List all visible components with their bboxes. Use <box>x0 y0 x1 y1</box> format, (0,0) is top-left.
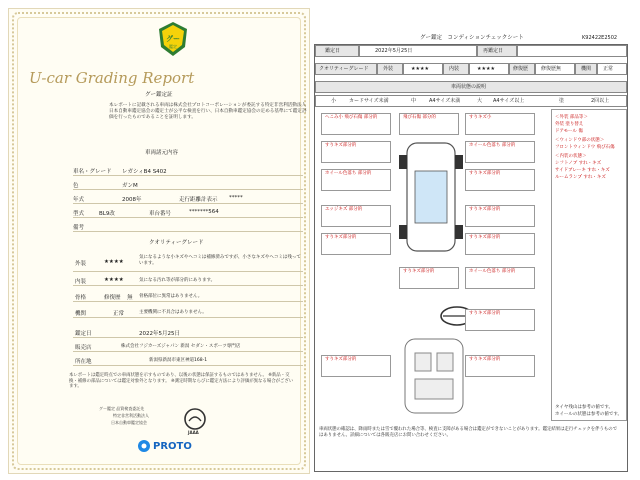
value-year: 2008年 <box>122 197 142 203</box>
damage-label-1: へこみ小 飛び石傷 部分的 <box>325 115 378 120</box>
label-color: 色 <box>73 183 79 189</box>
size-a4-less: A4サイズ未満 <box>429 98 461 104</box>
row-color <box>73 177 303 190</box>
sheet-title: グー鑑定 コンディションチェックシート <box>420 35 524 41</box>
label-exterior: 外装 <box>75 261 87 267</box>
desc-frame: 骨格部位に異常はありません。 <box>139 294 203 299</box>
car-interior-diagram <box>401 335 467 417</box>
label-r-repair: 修復歴 <box>513 66 529 72</box>
note-3: ドアモール 傷 <box>555 129 583 134</box>
value-r-repair: 修復歴無 <box>541 66 562 72</box>
damage-label-6: ホイール色落ち 部分的 <box>325 171 372 176</box>
damage-label-7: すりキズ部分的 <box>469 171 501 176</box>
label-address: 所在地 <box>75 359 92 365</box>
size-paint-desc: 2回以上 <box>591 98 610 104</box>
footer-note: 本レポートは鑑定時点での車両状態を示すものであり、以後の状態は保証するものではありません。 ※新品・交換・補修の部品については鑑定対象外となります。 ※測定時期ならびに鑑定方法により評価が異なる場合がございます。 <box>69 373 294 390</box>
value-model: BL9改 <box>99 211 115 217</box>
damage-label-9: すりキズ部分的 <box>469 207 501 212</box>
stars-exterior: ★★★★ <box>104 259 124 265</box>
proto-logo-icon <box>137 439 151 453</box>
org-line-3: 日本自動車鑑定協会 <box>111 420 147 425</box>
label-r-interior: 内装 <box>449 66 460 72</box>
org-line-1: グー鑑定 品質検査委託先 <box>99 406 145 411</box>
damage-label-15: すりキズ部分的 <box>325 357 357 362</box>
note-11: ホイールの状態は参考の値です。 <box>555 412 623 417</box>
damage-label-12: すりキズ部分的 <box>403 269 435 274</box>
label-notes: 備考 <box>73 225 85 231</box>
value-mileage: ***** <box>229 195 243 201</box>
status-engine: 正常 <box>113 311 125 317</box>
stars-interior: ★★★★ <box>104 277 124 283</box>
doc-number: K92422E2502 <box>582 35 618 41</box>
stars-r-interior: ★★★★ <box>477 66 495 72</box>
repair-history-frame: 修復歴 <box>104 295 121 301</box>
svg-text:グー: グー <box>166 35 180 43</box>
note-7: シフトノブ すれ・キズ <box>555 161 602 166</box>
desc-engine: 主要機関に不具合はありません。 <box>139 310 207 315</box>
size-small: 小 <box>331 98 337 104</box>
label-year: 年式 <box>73 197 85 203</box>
value-r-engine: 正常 <box>603 66 614 72</box>
desc-interior: 気になる汚れ等が部分的にあります。 <box>139 278 216 283</box>
damage-label-10: すりキズ部分的 <box>325 235 357 240</box>
damage-label-11: すりキズ部分的 <box>469 235 501 240</box>
damage-label-14: すりキズ部分的 <box>469 311 501 316</box>
org-line-2: 特定非営利活動法人 <box>113 413 149 418</box>
label-reinspect-date: 再鑑定日 <box>483 48 504 54</box>
size-medium: 中 <box>411 98 417 104</box>
value-address: 新潟県新潟市東区神道168-1 <box>149 358 208 363</box>
badge-text: 鑑定 <box>169 44 177 49</box>
label-shop: 販売店 <box>75 345 92 351</box>
title-en: U-car Grading Report <box>29 69 195 87</box>
row-notes <box>73 219 303 232</box>
section-quality: クオリティーグレード <box>149 240 204 246</box>
bottom-note: 車両状態の確認は、降雨時または雪で覆われた場合等、検査に支障がある場合は鑑定ができないことがあります。鑑定結果は走行チェックを伴うものではありません。詳細については各販売店にお問い合わせください。 <box>319 427 618 438</box>
section-vehicle-state: 車両状態の説明 <box>451 84 487 90</box>
condition-check-sheet <box>314 44 628 472</box>
damage-label-13: ホイール色落ち 部分的 <box>469 269 516 274</box>
damage-label-3: すりキズ小 <box>469 115 492 120</box>
note-8: サイドブレーキ すれ・キズ <box>555 168 610 173</box>
damage-label-16: すりキズ部分的 <box>469 357 501 362</box>
label-model: 型式 <box>73 211 85 217</box>
damage-label-8: エッジキズ 部分的 <box>325 207 363 212</box>
grading-certificate <box>8 8 310 474</box>
row-date <box>73 325 303 338</box>
jaaa-text: JAAA <box>188 430 199 435</box>
label-r-exterior: 外装 <box>383 66 394 72</box>
value-shop: 株式会社フジカーズジャパン 新潟 セダン・スポーツ専門店 <box>121 344 241 349</box>
label-mileage: 走行距離計表示 <box>179 197 218 203</box>
section-vehicle: 車両諸元内容 <box>145 150 179 156</box>
label-chassis: 車台番号 <box>149 211 172 217</box>
note-4: ＜ウィンドウ部の状態＞ <box>555 138 605 143</box>
size-large: 大 <box>477 98 483 104</box>
note-9: ルームランプ すれ・キズ <box>555 175 606 180</box>
desc-exterior: 気になるような小キズやヘコミは補修済みですが、小さなキズやヘコミは残っています。 <box>139 255 301 266</box>
damage-label-4: すりキズ部分的 <box>325 143 357 148</box>
label-name: 車名・グレード <box>73 169 112 175</box>
label-r-engine: 機関 <box>581 66 592 72</box>
size-a4-more: A4サイズ以上 <box>493 98 525 104</box>
label-engine: 機関 <box>75 311 87 317</box>
label-quality-grade: クオリティーグレード <box>319 66 369 72</box>
size-card: カードサイズ未満 <box>349 98 389 104</box>
damage-label-2: 飛び石傷 部分的 <box>403 115 436 120</box>
jaaa-logo-icon <box>183 407 207 431</box>
goo-badge-logo <box>157 21 189 57</box>
intro-text: 本レポートに記載される車両は株式会社プロトコーポレーションが委託する特定非営利活動法人日本自動車鑑定協会の鑑定士が公平な検査を行い、日本自動車鑑定協会の定める基準にて鑑定評価を行ったものであることを証明します。 <box>109 103 307 121</box>
status-frame: 無 <box>127 295 133 301</box>
note-2: 外装 塗り替え <box>555 122 584 127</box>
value-check-date: 2022年5月25日 <box>375 48 413 54</box>
value-chassis: *******564 <box>189 209 219 215</box>
label-frame: 骨格 <box>75 295 87 301</box>
value-color: ガンM <box>122 183 138 189</box>
size-paint: 塗 <box>559 98 565 104</box>
label-check-date: 鑑定日 <box>325 48 341 54</box>
label-interior: 内装 <box>75 279 87 285</box>
value-date: 2022年5月25日 <box>139 331 180 337</box>
note-1: ＜外装 部品等＞ <box>555 115 588 120</box>
note-6: ＜内装の状態＞ <box>555 154 587 159</box>
damage-label-5: ホイール色落ち 部分的 <box>469 143 516 148</box>
value-name: レガシィB4 S402 <box>122 169 167 175</box>
note-10: タイヤ残山は参考の値です。 <box>555 405 614 410</box>
label-date: 鑑定日 <box>75 331 92 337</box>
title-jp: グー鑑定証 <box>145 92 173 98</box>
car-top-view-diagram <box>395 137 467 257</box>
stars-r-exterior: ★★★★ <box>411 66 429 72</box>
note-5: フロントウィンドウ 飛び石傷 <box>555 145 615 150</box>
proto-text: PROTO <box>153 441 192 452</box>
